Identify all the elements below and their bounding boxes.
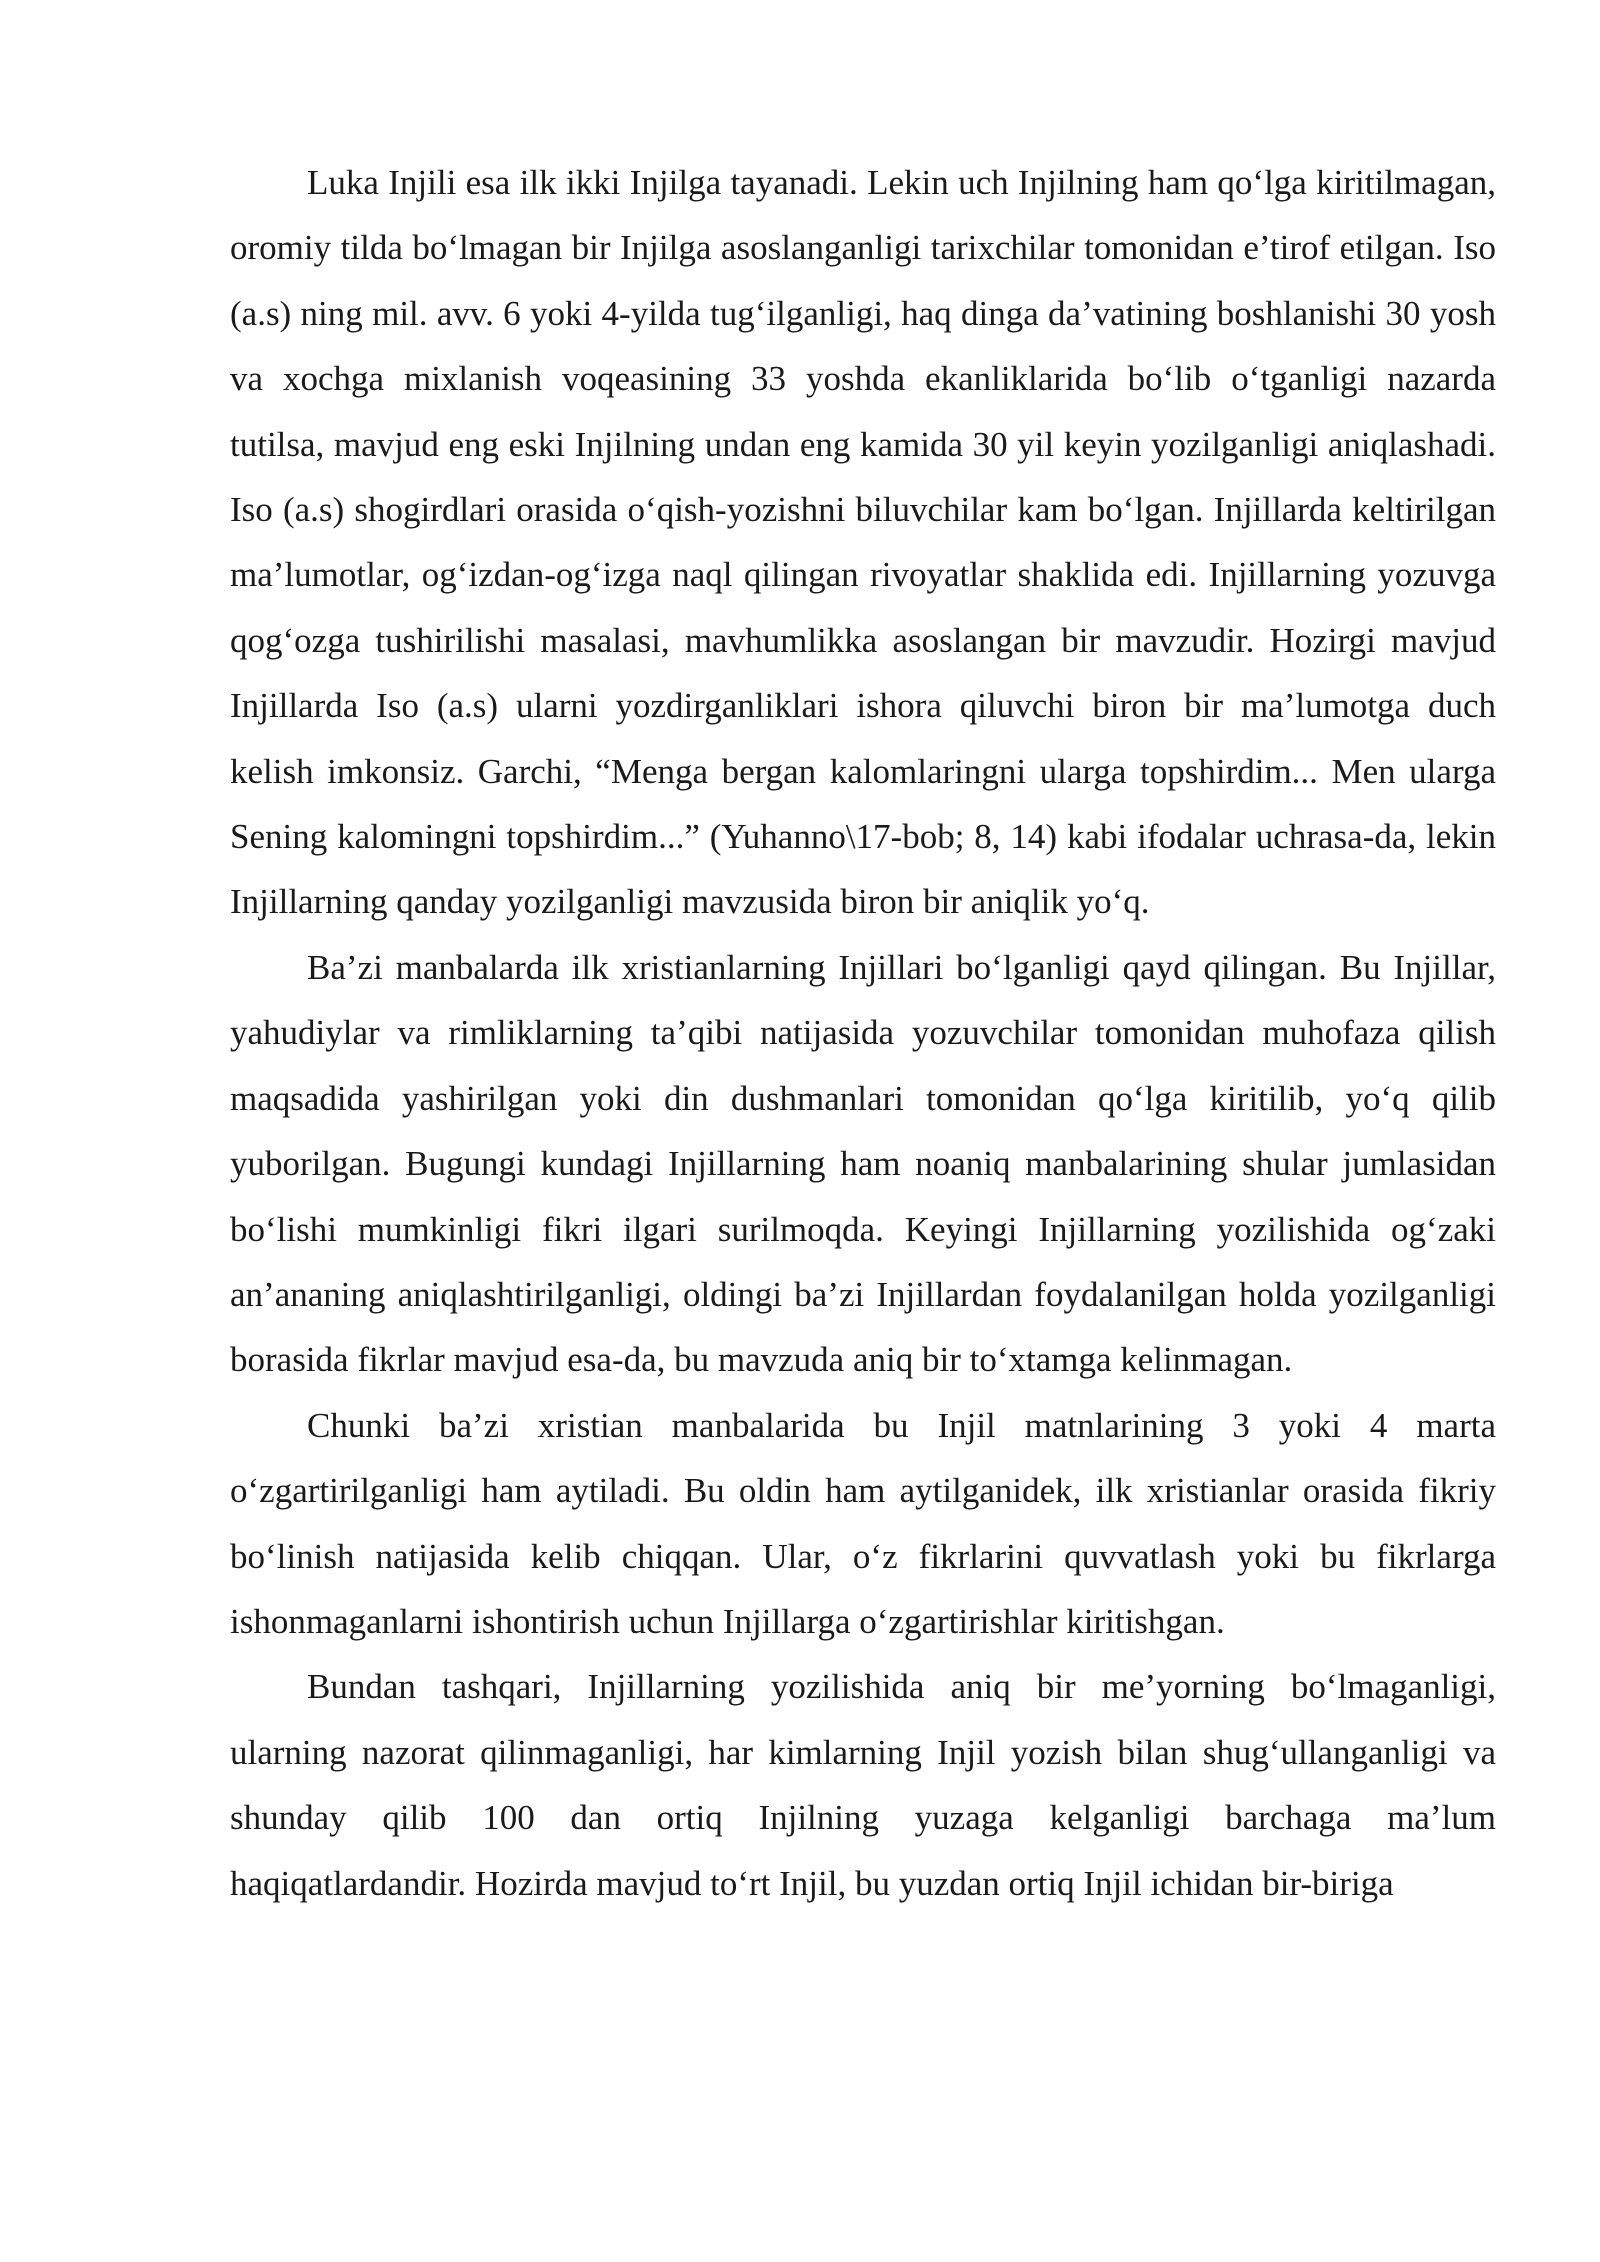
paragraph: Luka Injili esa ilk ikki Injilga tayanadi. Lekin uch Injilning ham qo‘lga kiritilmagan, oromiy tilda bo‘lmagan bir Injilga asoslanganligi tarixchilar tomonidan e’tirof etilgan. Iso (a.s) ning mil. avv. 6 yoki 4-yilda tug‘ilganligi, haq dinga da’vatining boshlanishi 30 yosh va xochga mixlanish voqeasining 33 yoshda ekanliklarida bo‘lib o‘tganligi nazarda tutilsa, mavjud eng eski Injilning undan eng kamida 30 yil keyin yozilganligi aniqlashadi. Iso (a.s) shogirdlari orasida o‘qish-yozishni biluvchilar kam bo‘lgan. Injillarda keltirilgan ma’lumotlar, og‘izdan-og‘izga naql qilingan rivoyatlar shaklida edi. Injillarning yozuvga qog‘ozga tushirilishi masalasi, mavhumlikka asoslangan bir mavzudir. Hozirgi mavjud Injillarda Iso (a.s) ularni yozdirganliklari ishora qiluvchi biron bir ma’lumotga duch kelish imkonsiz. Garchi, “Menga bergan kalomlaringni ularga topshirdim... Men ularga Sening kalomingni topshirdim...” (Yuhanno\17-bob; 8, 14) kabi ifodalar uchrasa-da, lekin Injillarning qanday yozilganligi mavzusida biron bir aniqlik yo‘q. [230,163,1496,922]
paragraph: Bundan tashqari, Injillarning yozilishida aniq bir me’yorning bo‘lmaganligi, ularning nazorat qilinmaganligi, har kimlarning Injil yozish bilan shug‘ullanganligi va shunday qilib 100 dan ortiq Injilning yuzaga kelganligi barchaga ma’lum haqiqatlardandir. Hozirda mavjud to‘rt Injil, bu yuzdan ortiq Injil ichidan bir-biriga [230,1667,1496,1903]
paragraph: Chunki ba’zi xristian manbalarida bu Injil matnlarining 3 yoki 4 marta o‘zgartirilganligi ham aytiladi. Bu oldin ham aytilganidek, ilk xristianlar orasida fikriy bo‘linish natijasida kelib chiqqan. Ular, o‘z fikrlarini quvvatlash yoki bu fikrlarga ishonmaganlarni ishontirish uchun Injillarga o‘zgartirishlar kiritishgan. [230,1405,1496,1641]
document-page [230,150,1496,1916]
paragraph: Ba’zi manbalarda ilk xristianlarning Injillari bo‘lganligi qayd qilingan. Bu Injillar, yahudiylar va rimliklarning ta’qibi natijasida yozuvchilar tomonidan muhofaza qilish maqsadida yashirilgan yoki din dushmanlari tomonidan qo‘lga kiritilib, yo‘q qilib yuborilgan. Bugungi kundagi Injillarning ham noaniq manbalarining shular jumlasidan bo‘lishi mumkinligi fikri ilgari surilmoqda. Keyingi Injillarning yozilishida og‘zaki an’ananing aniqlashtirilganligi, oldingi ba’zi Injillardan foydalanilgan holda yozilganligi borasida fikrlar mavjud esa-da, bu mavzuda aniq bir to‘xtamga kelinmagan. [230,947,1496,1380]
